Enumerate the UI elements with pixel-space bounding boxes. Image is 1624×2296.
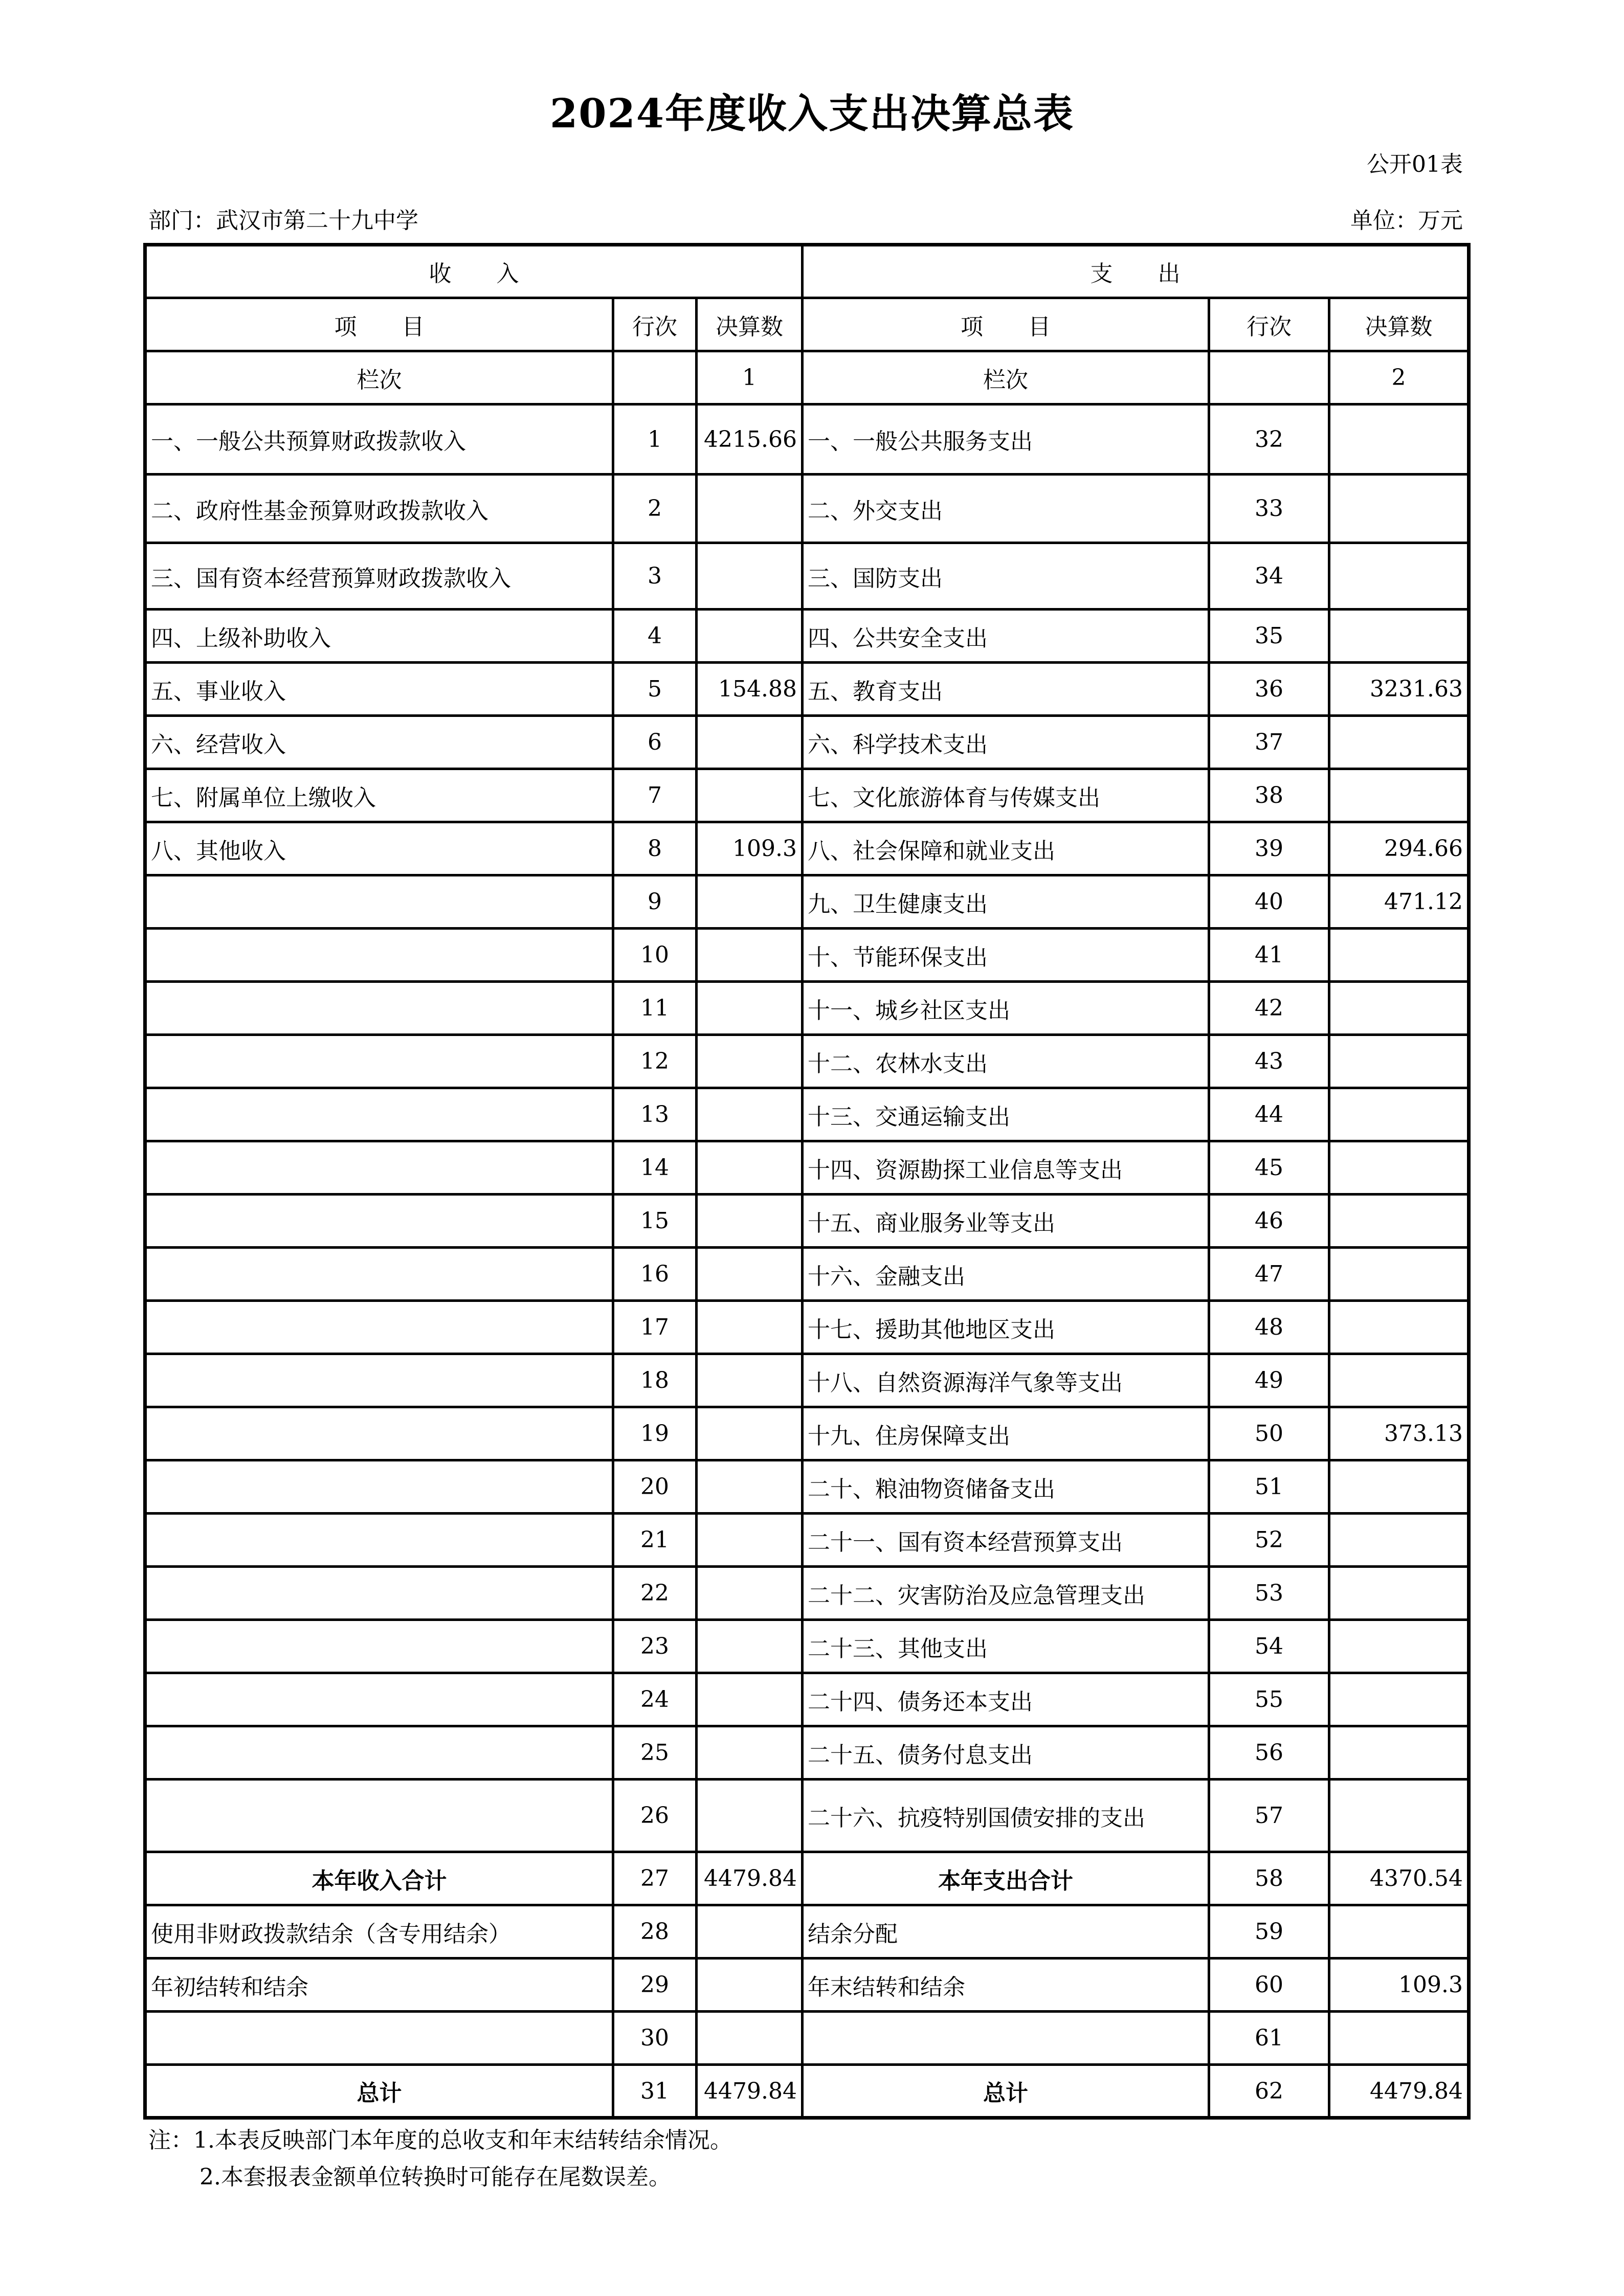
income-amount bbox=[697, 1301, 803, 1354]
income-amount bbox=[697, 1088, 803, 1141]
expense-amount: 3231.63 bbox=[1329, 663, 1469, 716]
table-row bbox=[145, 1780, 1469, 1852]
expense-item: 二十五、债务付息支出 bbox=[803, 1726, 1209, 1780]
expense-line-no: 36 bbox=[1209, 663, 1329, 716]
income-item bbox=[145, 1620, 613, 1673]
expense-line-no: 59 bbox=[1209, 1905, 1329, 1959]
income-amount bbox=[697, 1567, 803, 1620]
expense-line-no: 44 bbox=[1209, 1088, 1329, 1141]
income-amount bbox=[697, 982, 803, 1035]
expense-amount bbox=[1329, 1195, 1469, 1248]
income-line-no: 6 bbox=[613, 716, 697, 769]
income-item bbox=[145, 1141, 613, 1195]
expense-item: 本年支出合计 bbox=[803, 1852, 1209, 1905]
expense-line-header: 行次 bbox=[1209, 298, 1329, 351]
expense-item bbox=[803, 2012, 1209, 2065]
expense-item: 十四、资源勘探工业信息等支出 bbox=[803, 1141, 1209, 1195]
expense-item: 二十四、债务还本支出 bbox=[803, 1673, 1209, 1726]
income-line-no: 1 bbox=[613, 404, 697, 475]
income-item bbox=[145, 1088, 613, 1141]
expense-item: 八、社会保障和就业支出 bbox=[803, 822, 1209, 875]
table-row bbox=[145, 982, 1469, 1035]
income-item: 四、上级补助收入 bbox=[145, 610, 613, 663]
table-row bbox=[145, 663, 1469, 716]
expense-amount: 294.66 bbox=[1329, 822, 1469, 875]
income-amount-header: 决算数 bbox=[697, 298, 803, 351]
income-line-no: 10 bbox=[613, 929, 697, 982]
unit-label: 单位：万元 bbox=[1350, 208, 1463, 234]
income-amount bbox=[697, 1407, 803, 1460]
income-item: 八、其他收入 bbox=[145, 822, 613, 875]
expense-amount bbox=[1329, 475, 1469, 543]
income-index-label: 栏次 bbox=[145, 351, 613, 404]
table-row bbox=[145, 769, 1469, 822]
income-amount bbox=[697, 543, 803, 610]
table-row bbox=[145, 1354, 1469, 1407]
expense-item: 十七、援助其他地区支出 bbox=[803, 1301, 1209, 1354]
income-line-no: 5 bbox=[613, 663, 697, 716]
income-amount: 4215.66 bbox=[697, 404, 803, 475]
expense-amount bbox=[1329, 543, 1469, 610]
table-row bbox=[145, 929, 1469, 982]
expense-item: 六、科学技术支出 bbox=[803, 716, 1209, 769]
income-group-header: 收 入 bbox=[145, 245, 803, 298]
table-row bbox=[145, 1567, 1469, 1620]
income-amount: 4479.84 bbox=[697, 1852, 803, 1905]
expense-item: 二十二、灾害防治及应急管理支出 bbox=[803, 1567, 1209, 1620]
income-item bbox=[145, 1673, 613, 1726]
expense-amount bbox=[1329, 1620, 1469, 1673]
expense-item: 二、外交支出 bbox=[803, 475, 1209, 543]
income-item bbox=[145, 1567, 613, 1620]
income-index-number: 1 bbox=[697, 351, 803, 404]
income-amount bbox=[697, 769, 803, 822]
income-item bbox=[145, 1195, 613, 1248]
income-amount bbox=[697, 1035, 803, 1088]
expense-line-no: 60 bbox=[1209, 1959, 1329, 2012]
income-line-no: 13 bbox=[613, 1088, 697, 1141]
income-line-no: 12 bbox=[613, 1035, 697, 1088]
expense-line-no: 47 bbox=[1209, 1248, 1329, 1301]
income-item bbox=[145, 2012, 613, 2065]
income-amount: 154.88 bbox=[697, 663, 803, 716]
expense-item: 总计 bbox=[803, 2065, 1209, 2118]
income-line-no: 30 bbox=[613, 2012, 697, 2065]
expense-amount: 109.3 bbox=[1329, 1959, 1469, 2012]
income-item bbox=[145, 1354, 613, 1407]
income-amount bbox=[697, 1959, 803, 2012]
expense-amount bbox=[1329, 1248, 1469, 1301]
income-amount bbox=[697, 1726, 803, 1780]
expense-item: 结余分配 bbox=[803, 1905, 1209, 1959]
expense-line-no: 38 bbox=[1209, 769, 1329, 822]
expense-amount bbox=[1329, 1088, 1469, 1141]
income-amount bbox=[697, 1673, 803, 1726]
expense-line-no: 57 bbox=[1209, 1780, 1329, 1852]
expense-item: 十九、住房保障支出 bbox=[803, 1407, 1209, 1460]
income-line-no: 15 bbox=[613, 1195, 697, 1248]
income-item bbox=[145, 1780, 613, 1852]
expense-line-no: 33 bbox=[1209, 475, 1329, 543]
expense-line-no: 53 bbox=[1209, 1567, 1329, 1620]
income-line-no: 28 bbox=[613, 1905, 697, 1959]
expense-line-no: 50 bbox=[1209, 1407, 1329, 1460]
table-row bbox=[145, 404, 1469, 475]
income-item-header: 项 目 bbox=[145, 298, 613, 351]
expense-amount: 4370.54 bbox=[1329, 1852, 1469, 1905]
income-amount bbox=[697, 1514, 803, 1567]
income-amount bbox=[697, 1248, 803, 1301]
expense-item: 七、文化旅游体育与传媒支出 bbox=[803, 769, 1209, 822]
income-amount: 4479.84 bbox=[697, 2065, 803, 2118]
expense-index-number: 2 bbox=[1329, 351, 1469, 404]
expense-amount bbox=[1329, 929, 1469, 982]
income-line-no: 7 bbox=[613, 769, 697, 822]
expense-item: 十六、金融支出 bbox=[803, 1248, 1209, 1301]
expense-amount: 4479.84 bbox=[1329, 2065, 1469, 2118]
income-amount bbox=[697, 1905, 803, 1959]
note-1: 注：1.本表反映部门本年度的总收支和年末结转结余情况。 bbox=[148, 2127, 732, 2153]
expense-item: 十五、商业服务业等支出 bbox=[803, 1195, 1209, 1248]
table-row bbox=[145, 875, 1469, 929]
expense-amount bbox=[1329, 716, 1469, 769]
income-line-no: 14 bbox=[613, 1141, 697, 1195]
income-amount bbox=[697, 875, 803, 929]
expense-line-no: 43 bbox=[1209, 1035, 1329, 1088]
income-item: 使用非财政拨款结余（含专用结余） bbox=[145, 1905, 613, 1959]
income-item: 七、附属单位上缴收入 bbox=[145, 769, 613, 822]
income-amount bbox=[697, 1780, 803, 1852]
income-line-no: 18 bbox=[613, 1354, 697, 1407]
column-index-row bbox=[145, 351, 1469, 404]
expense-line-no: 56 bbox=[1209, 1726, 1329, 1780]
subtotal-row bbox=[145, 1852, 1469, 1905]
income-line-no: 22 bbox=[613, 1567, 697, 1620]
income-line-no: 9 bbox=[613, 875, 697, 929]
expense-line-no: 61 bbox=[1209, 2012, 1329, 2065]
expense-item: 四、公共安全支出 bbox=[803, 610, 1209, 663]
table-row bbox=[145, 1460, 1469, 1514]
income-item: 一、一般公共预算财政拨款收入 bbox=[145, 404, 613, 475]
income-line-no: 21 bbox=[613, 1514, 697, 1567]
income-amount bbox=[697, 2012, 803, 2065]
table-row bbox=[145, 1407, 1469, 1460]
income-item bbox=[145, 1726, 613, 1780]
expense-amount bbox=[1329, 1035, 1469, 1088]
table-row bbox=[145, 2012, 1469, 2065]
expense-amount bbox=[1329, 1726, 1469, 1780]
income-amount: 109.3 bbox=[697, 822, 803, 875]
income-amount bbox=[697, 1141, 803, 1195]
expense-amount bbox=[1329, 1905, 1469, 1959]
expense-line-no: 35 bbox=[1209, 610, 1329, 663]
income-line-no: 11 bbox=[613, 982, 697, 1035]
expense-line-no: 62 bbox=[1209, 2065, 1329, 2118]
income-line-no: 20 bbox=[613, 1460, 697, 1514]
expense-item: 二十一、国有资本经营预算支出 bbox=[803, 1514, 1209, 1567]
income-line-no: 23 bbox=[613, 1620, 697, 1673]
expense-line-no: 51 bbox=[1209, 1460, 1329, 1514]
income-line-no: 29 bbox=[613, 1959, 697, 2012]
table-row bbox=[145, 1088, 1469, 1141]
expense-item: 一、一般公共服务支出 bbox=[803, 404, 1209, 475]
expense-line-no: 55 bbox=[1209, 1673, 1329, 1726]
income-line-no: 8 bbox=[613, 822, 697, 875]
expense-line-no: 54 bbox=[1209, 1620, 1329, 1673]
total-row bbox=[145, 2065, 1469, 2118]
expense-line-no: 42 bbox=[1209, 982, 1329, 1035]
expense-item: 十、节能环保支出 bbox=[803, 929, 1209, 982]
expense-line-no: 49 bbox=[1209, 1354, 1329, 1407]
income-line-no: 27 bbox=[613, 1852, 697, 1905]
expense-line-no: 39 bbox=[1209, 822, 1329, 875]
table-row bbox=[145, 1514, 1469, 1567]
income-item: 本年收入合计 bbox=[145, 1852, 613, 1905]
expense-line-no: 58 bbox=[1209, 1852, 1329, 1905]
expense-item: 年末结转和结余 bbox=[803, 1959, 1209, 2012]
income-line-no: 4 bbox=[613, 610, 697, 663]
income-expense-table bbox=[143, 243, 1471, 2120]
form-number: 公开01表 bbox=[1367, 151, 1463, 177]
expense-amount bbox=[1329, 1460, 1469, 1514]
expense-index-label: 栏次 bbox=[803, 351, 1209, 404]
income-item bbox=[145, 1248, 613, 1301]
expense-item: 十一、城乡社区支出 bbox=[803, 982, 1209, 1035]
income-item: 二、政府性基金预算财政拨款收入 bbox=[145, 475, 613, 543]
income-amount bbox=[697, 1460, 803, 1514]
income-item bbox=[145, 1460, 613, 1514]
income-amount bbox=[697, 610, 803, 663]
expense-index-line bbox=[1209, 351, 1329, 404]
expense-item: 十八、自然资源海洋气象等支出 bbox=[803, 1354, 1209, 1407]
table-row bbox=[145, 1959, 1469, 2012]
income-line-no: 31 bbox=[613, 2065, 697, 2118]
income-amount bbox=[697, 929, 803, 982]
expense-amount bbox=[1329, 1141, 1469, 1195]
expense-line-no: 48 bbox=[1209, 1301, 1329, 1354]
income-line-no: 2 bbox=[613, 475, 697, 543]
table-row bbox=[145, 1620, 1469, 1673]
table-row bbox=[145, 822, 1469, 875]
expense-item: 三、国防支出 bbox=[803, 543, 1209, 610]
income-amount bbox=[697, 475, 803, 543]
expense-amount: 471.12 bbox=[1329, 875, 1469, 929]
notes bbox=[148, 2122, 732, 2196]
income-line-no: 19 bbox=[613, 1407, 697, 1460]
expense-amount bbox=[1329, 1301, 1469, 1354]
income-line-header: 行次 bbox=[613, 298, 697, 351]
income-line-no: 16 bbox=[613, 1248, 697, 1301]
expense-line-no: 40 bbox=[1209, 875, 1329, 929]
expense-amount-header: 决算数 bbox=[1329, 298, 1469, 351]
expense-line-no: 34 bbox=[1209, 543, 1329, 610]
income-item: 六、经营收入 bbox=[145, 716, 613, 769]
income-item: 年初结转和结余 bbox=[145, 1959, 613, 2012]
income-item bbox=[145, 1301, 613, 1354]
expense-line-no: 52 bbox=[1209, 1514, 1329, 1567]
income-amount bbox=[697, 1195, 803, 1248]
expense-item: 二十三、其他支出 bbox=[803, 1620, 1209, 1673]
expense-amount bbox=[1329, 1514, 1469, 1567]
expense-amount bbox=[1329, 769, 1469, 822]
table-row bbox=[145, 1141, 1469, 1195]
income-line-no: 17 bbox=[613, 1301, 697, 1354]
income-item bbox=[145, 982, 613, 1035]
table-row bbox=[145, 543, 1469, 610]
expense-line-no: 45 bbox=[1209, 1141, 1329, 1195]
expense-group-header: 支 出 bbox=[803, 245, 1469, 298]
income-amount bbox=[697, 1354, 803, 1407]
group-header-row bbox=[145, 245, 1469, 298]
expense-item: 五、教育支出 bbox=[803, 663, 1209, 716]
income-line-no: 25 bbox=[613, 1726, 697, 1780]
expense-amount bbox=[1329, 1567, 1469, 1620]
note-2: 2.本套报表金额单位转换时可能存在尾数误差。 bbox=[199, 2164, 671, 2190]
table-row bbox=[145, 1673, 1469, 1726]
expense-item: 十三、交通运输支出 bbox=[803, 1088, 1209, 1141]
expense-amount bbox=[1329, 1354, 1469, 1407]
table-row bbox=[145, 610, 1469, 663]
income-amount bbox=[697, 716, 803, 769]
table-row bbox=[145, 475, 1469, 543]
table-row bbox=[145, 1905, 1469, 1959]
table-row bbox=[145, 1248, 1469, 1301]
income-item: 五、事业收入 bbox=[145, 663, 613, 716]
expense-item-header: 项 目 bbox=[803, 298, 1209, 351]
income-item: 三、国有资本经营预算财政拨款收入 bbox=[145, 543, 613, 610]
table-row bbox=[145, 1726, 1469, 1780]
expense-item: 九、卫生健康支出 bbox=[803, 875, 1209, 929]
expense-line-no: 41 bbox=[1209, 929, 1329, 982]
income-item bbox=[145, 875, 613, 929]
expense-line-no: 32 bbox=[1209, 404, 1329, 475]
expense-amount bbox=[1329, 1673, 1469, 1726]
table-row bbox=[145, 716, 1469, 769]
expense-item: 十二、农林水支出 bbox=[803, 1035, 1209, 1088]
income-line-no: 24 bbox=[613, 1673, 697, 1726]
expense-amount bbox=[1329, 1780, 1469, 1852]
income-line-no: 26 bbox=[613, 1780, 697, 1852]
income-index-line bbox=[613, 351, 697, 404]
table-row bbox=[145, 1301, 1469, 1354]
income-item bbox=[145, 1514, 613, 1567]
department-label: 部门：武汉市第二十九中学 bbox=[148, 208, 418, 234]
expense-line-no: 37 bbox=[1209, 716, 1329, 769]
expense-item: 二十、粮油物资储备支出 bbox=[803, 1460, 1209, 1514]
expense-amount bbox=[1329, 982, 1469, 1035]
table-row bbox=[145, 1195, 1469, 1248]
income-line-no: 3 bbox=[613, 543, 697, 610]
income-item bbox=[145, 1407, 613, 1460]
income-item bbox=[145, 1035, 613, 1088]
expense-amount bbox=[1329, 2012, 1469, 2065]
income-amount bbox=[697, 1620, 803, 1673]
table-row bbox=[145, 1035, 1469, 1088]
expense-amount: 373.13 bbox=[1329, 1407, 1469, 1460]
page-title: 2024年度收入支出决算总表 bbox=[549, 91, 1075, 137]
expense-amount bbox=[1329, 610, 1469, 663]
expense-line-no: 46 bbox=[1209, 1195, 1329, 1248]
income-item: 总计 bbox=[145, 2065, 613, 2118]
expense-amount bbox=[1329, 404, 1469, 475]
income-item bbox=[145, 929, 613, 982]
expense-item: 二十六、抗疫特别国债安排的支出 bbox=[803, 1780, 1209, 1852]
column-header-row bbox=[145, 298, 1469, 351]
